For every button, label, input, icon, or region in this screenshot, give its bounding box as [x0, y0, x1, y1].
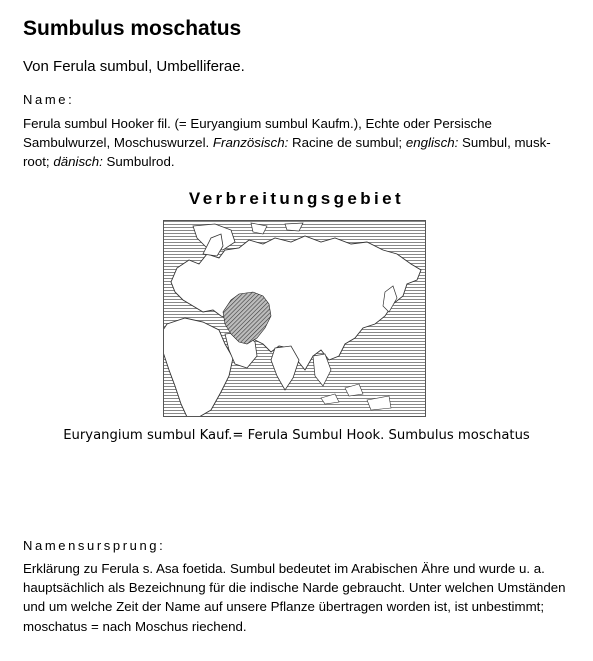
name-text-danish: Sumbulrod.	[102, 154, 175, 170]
name-section-label: Name:	[23, 92, 75, 107]
distribution-heading: Verbreitungsgebiet	[188, 189, 405, 208]
lang-danish-label: dänisch:	[53, 154, 103, 170]
distribution-map-caption: Euryangium sumbul Kauf.= Ferula Sumbul Hook. Sumbulus moschatus	[63, 428, 530, 443]
page-title: Sumbulus moschatus	[23, 17, 242, 40]
origin-section-text: Erklärung zu Ferula s. Asa foetida. Sumbul bedeutet im Arabischen Ähre und wurde u. a. hauptsächlich als Bezeichnung für die indische Narde gebraucht. Unter welchen Umständen und um welche Zeit der Name auf unsere Pflanze übertragen worden ist, ist unbestimmt; moschatus = nach Moschus riechend.	[23, 561, 566, 634]
name-text-main: Ferula sumbul Hooker fil. (= Euryangium sumbul Kaufm.), Echte oder Persische Sambulwurzel, Moschuswurzel.	[23, 116, 492, 151]
name-text-english: Sumbul, musk-root;	[23, 135, 551, 170]
asia-distribution-map-icon	[163, 220, 426, 417]
page-subtitle: Von Ferula sumbul, Umbelliferae.	[23, 58, 245, 75]
name-section-text	[23, 114, 571, 172]
name-text-french: Racine de sumbul;	[288, 135, 406, 151]
origin-section-label: Namensursprung:	[23, 538, 166, 553]
lang-english-label: englisch:	[405, 135, 459, 151]
lang-french-label: Französisch:	[212, 135, 289, 151]
